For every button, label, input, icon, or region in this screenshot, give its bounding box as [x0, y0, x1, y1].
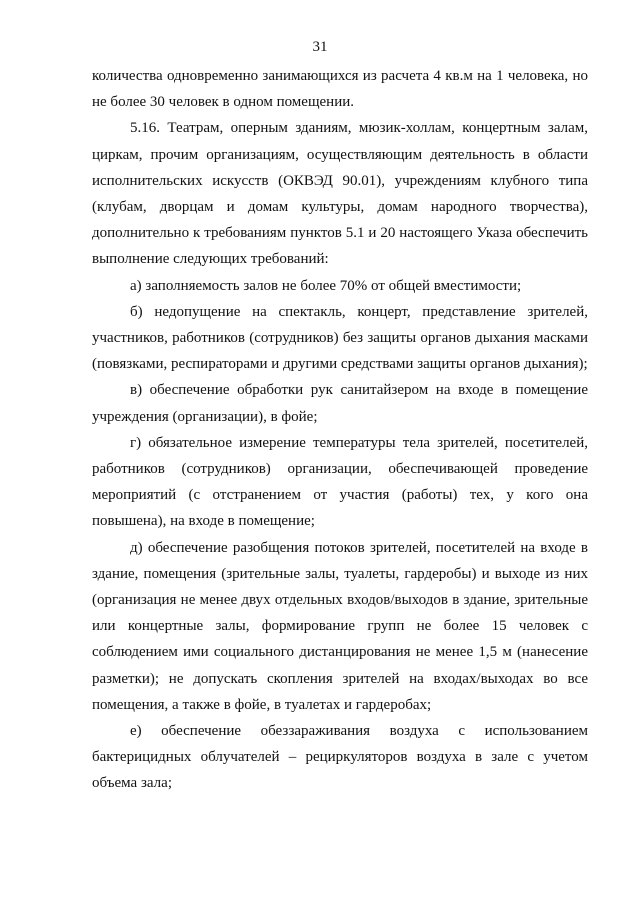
document-body	[92, 63, 588, 797]
paragraph-item-e: е) обеспечение обеззараживания воздуха с использованием бактерицидных облучателей – рециркуляторов воздуха в зале с учетом объема зала;	[92, 723, 588, 792]
paragraph-clause-5-16: 5.16. Театрам, оперным зданиям, мюзик-холлам, концертным залам, циркам, прочим организациям, осуществляющим деятельность в области исполнительских искусств (ОКВЭД 90.01), учреждениям клубного типа (клубам, дворцам и домам культуры, домам народного творчества), дополнительно к требованиям пунктов 5.1 и 20 настоящего Указа обеспечить выполнение следующих требований:	[92, 120, 588, 268]
paragraph-item-b: б) недопущение на спектакль, концерт, представление зрителей, участников, работников (сотрудников) без защиты органов дыхания масками (повязками, респираторами и другими средствами защиты органов дыхания);	[92, 303, 588, 373]
paragraph-item-g: г) обязательное измерение температуры тела зрителей, посетителей, работников (сотрудников) организации, обеспечивающей проведение мероприятий (с отстранением от участия (работы) тех, у кого она повышена), на входе в помещение;	[92, 434, 588, 530]
paragraph-item-v: в) обеспечение обработки рук санитайзером на входе в помещение учреждения (организации), в фойе;	[92, 382, 588, 425]
paragraph-continuation: количества одновременно занимающихся из расчета 4 кв.м на 1 человека, но не более 30 человек в одном помещении.	[92, 68, 588, 111]
page-number: 31	[312, 39, 328, 55]
paragraph-item-a: а) заполняемость залов не более 70% от общей вместимости;	[130, 277, 522, 294]
paragraph-item-d: д) обеспечение разобщения потоков зрителей, посетителей на входе в здание, помещения (зрительные залы, туалеты, гардеробы) и выходе из них (организация не менее двух отдельных входов/выходов в здание, зрительные или концертные залы, формирование групп не более 15 человек с соблюдением ими социального дистанцирования не менее 1,5 м (нанесение разметки); не допускать скопления зрителей на входах/выходах во все помещения, а также в фойе, в туалетах и гардеробах;	[92, 539, 588, 713]
